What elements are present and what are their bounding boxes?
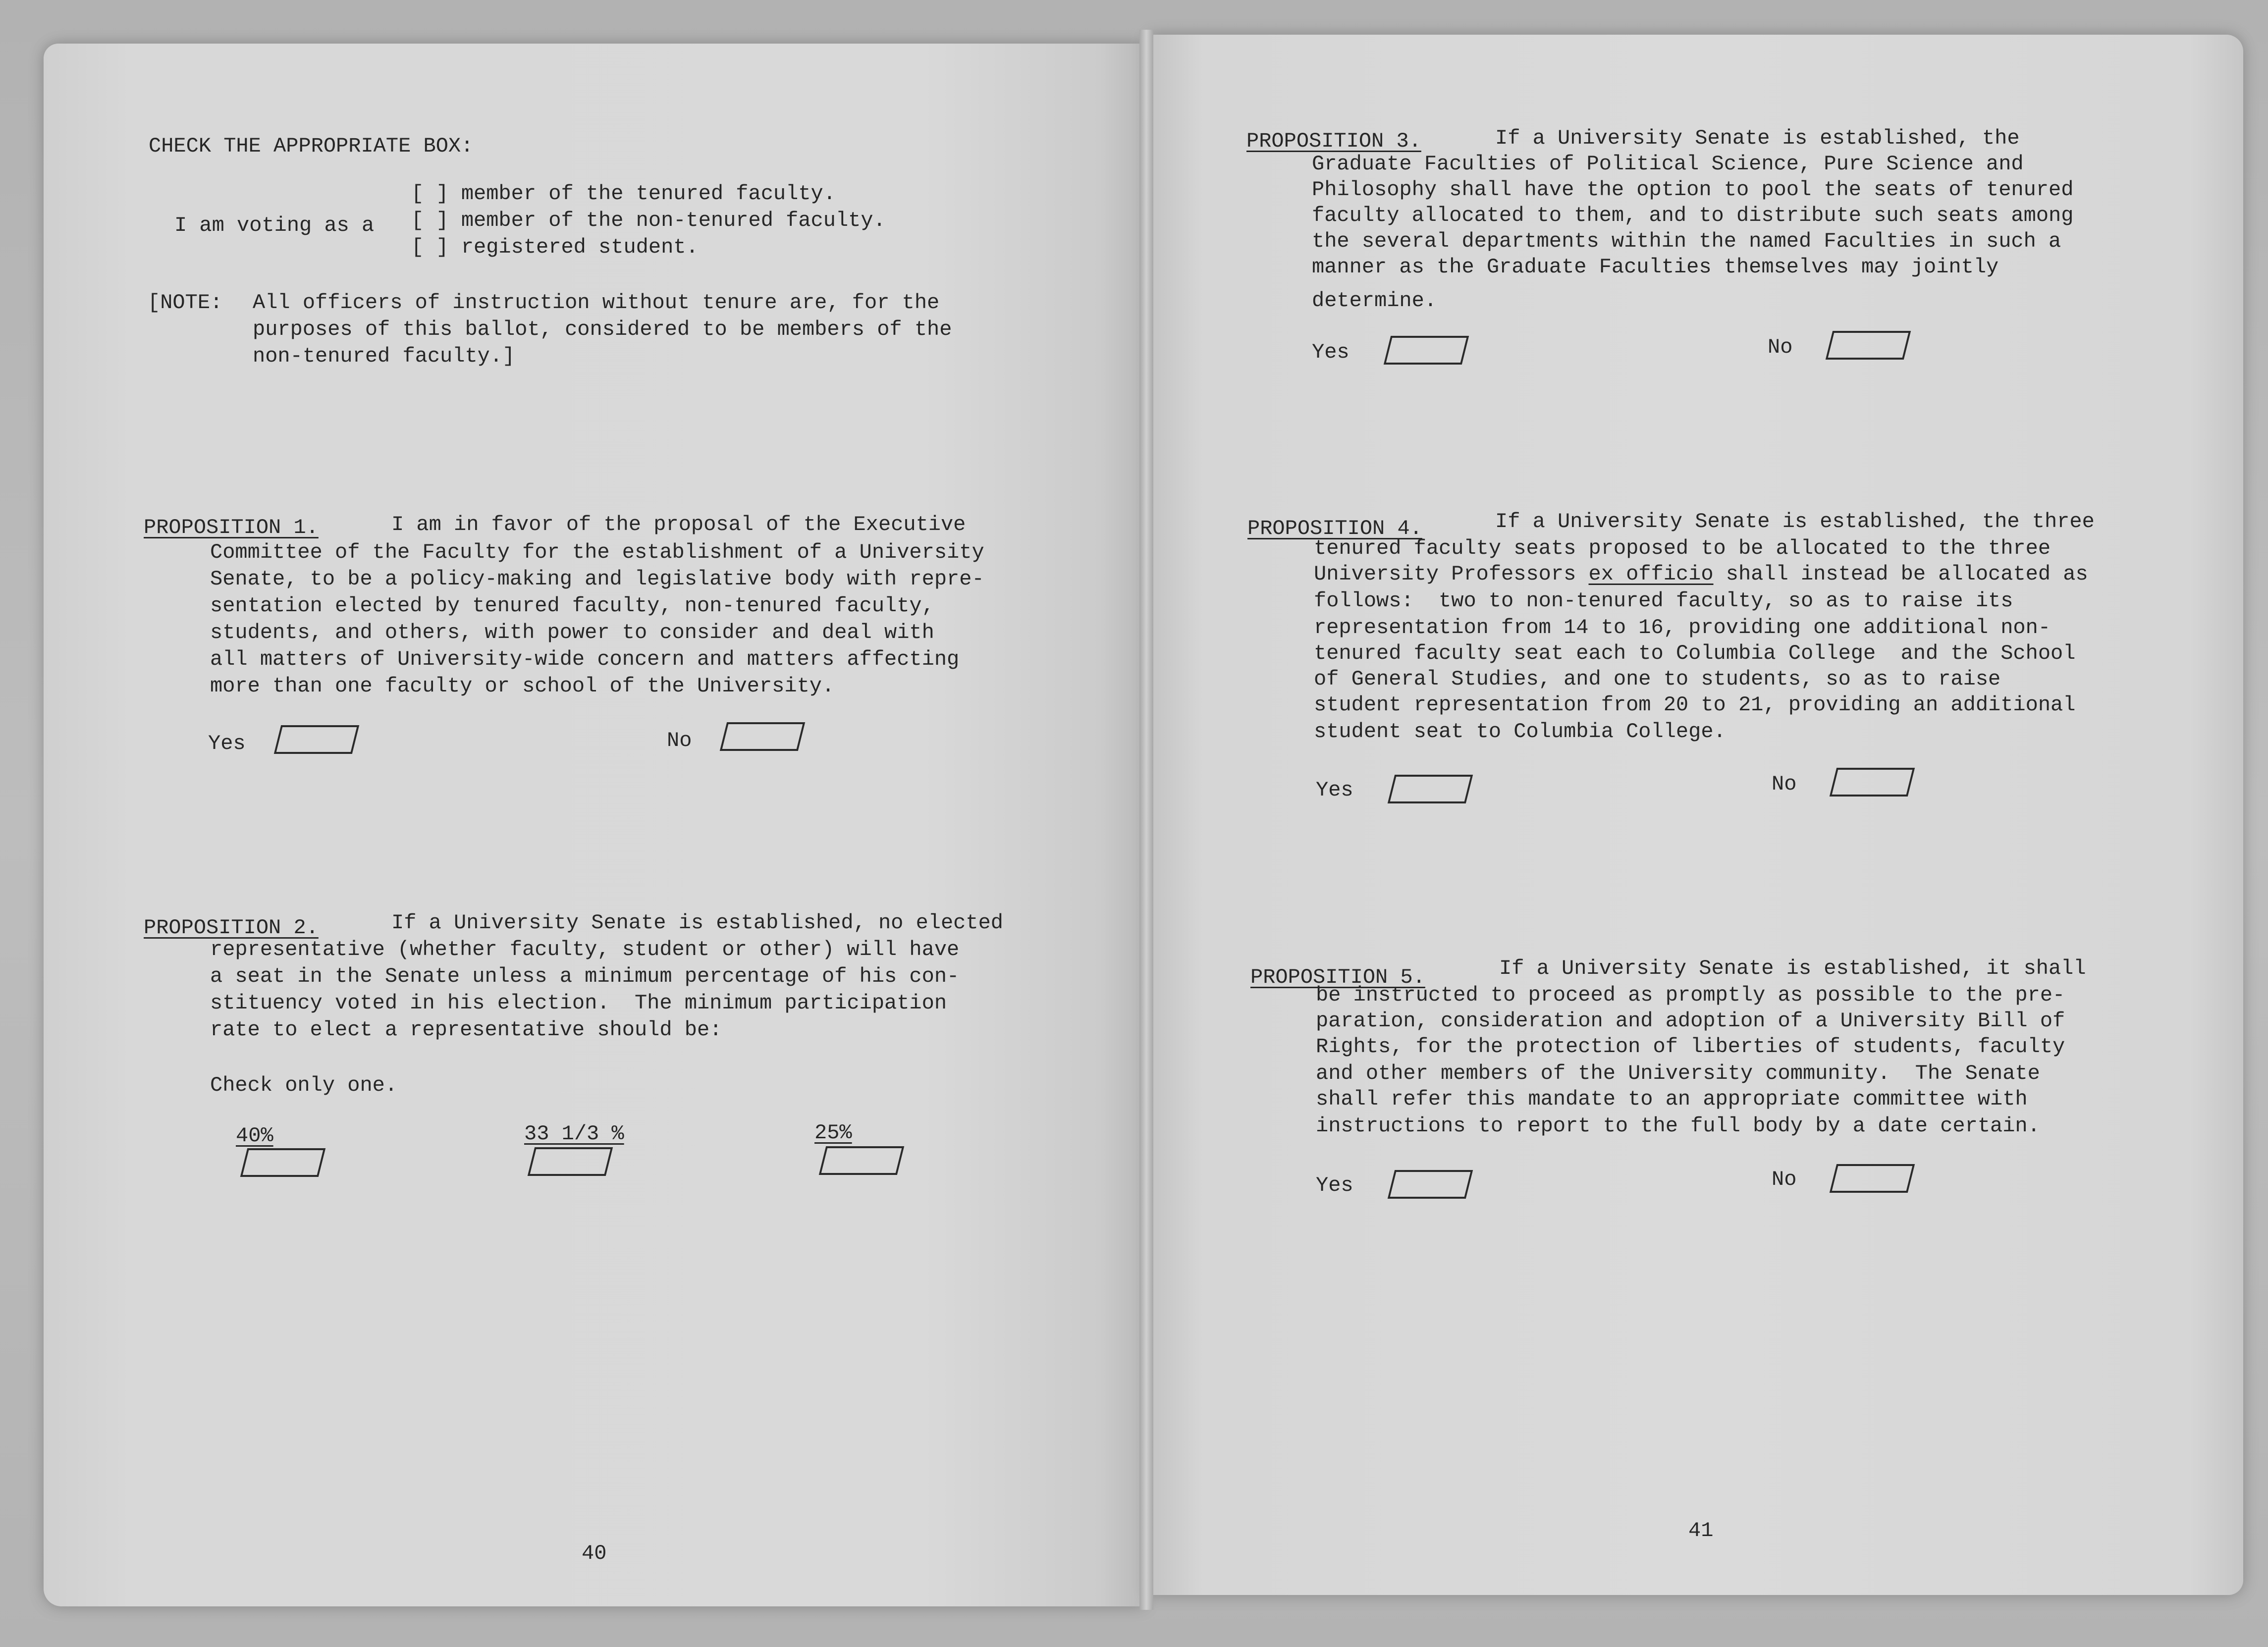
prop3-line: the several departments within the named Faculties in such a <box>1312 229 2061 253</box>
left-page <box>44 44 1144 1606</box>
page-number-right: 41 <box>1688 1519 1714 1542</box>
prop1-yes-label: Yes <box>208 732 246 755</box>
prop4-line: representation from 14 to 16, providing one additional non- <box>1314 616 2051 639</box>
book-gutter <box>1139 30 1153 1610</box>
prop3-line: faculty allocated to them, and to distribute such seats among <box>1312 204 2074 227</box>
prop3-no-box[interactable] <box>1826 331 1911 360</box>
prop4-no-box[interactable] <box>1830 768 1915 797</box>
prop5-first-line: If a University Senate is established, it shall <box>1499 956 2086 980</box>
prop1-no-box[interactable] <box>720 722 805 751</box>
prop3-line: Graduate Faculties of Political Science, Pure Science and <box>1312 152 2024 176</box>
prop3-line: determine. <box>1312 289 1437 313</box>
option-25-label: 25% <box>814 1121 852 1145</box>
prop4-line: student seat to Columbia College. <box>1314 720 1726 744</box>
prop5-line: shall refer this mandate to an appropriate committee with <box>1316 1087 2028 1111</box>
prop4-yes-label: Yes <box>1316 778 1353 802</box>
note-label: [NOTE: <box>148 291 223 315</box>
prop4-line: follows: two to non-tenured faculty, so as to raise its <box>1314 589 2013 613</box>
prop4-line-ex-officio: University Professors ex officio shall instead be allocated as <box>1314 562 2088 586</box>
prop5-line: and other members of the University community. The Senate <box>1316 1062 2040 1085</box>
prop1-line: more than one faculty or school of the University. <box>210 674 835 698</box>
prop4-no-label: No <box>1772 772 1797 796</box>
option-40-label: 40% <box>236 1124 273 1148</box>
prop4-line: tenured faculty seats proposed to be allocated to the three <box>1314 536 2051 560</box>
prop1-first-line: I am in favor of the proposal of the Executive <box>391 513 966 536</box>
page-number-left: 40 <box>582 1541 607 1565</box>
prop5-yes-label: Yes <box>1316 1173 1353 1197</box>
prop1-line: Committee of the Faculty for the establishment of a University <box>210 540 984 564</box>
prop4-yes-box[interactable] <box>1388 775 1473 803</box>
prop5-line: be instructed to proceed as promptly as possible to the pre- <box>1316 983 2065 1007</box>
prop1-line: students, and others, with power to consider and deal with <box>210 621 934 644</box>
prop5-no-label: No <box>1772 1168 1797 1191</box>
note-line: purposes of this ballot, considered to be members of the <box>253 318 952 341</box>
prop3-line: Philosophy shall have the option to pool the seats of tenured <box>1312 178 2074 202</box>
prop2-line: rate to elect a representative should be: <box>210 1018 722 1042</box>
prop3-yes-box[interactable] <box>1384 336 1469 365</box>
prop2-line: representative (whether faculty, student or other) will have <box>210 938 960 961</box>
prop4-line: tenured faculty seat each to Columbia College and the School <box>1314 641 2076 665</box>
prop5-no-box[interactable] <box>1830 1164 1915 1193</box>
option-40-box[interactable] <box>240 1148 325 1177</box>
prop1-line: sentation elected by tenured faculty, non-tenured faculty, <box>210 594 934 618</box>
prop5-line: Rights, for the protection of liberties of students, faculty <box>1316 1035 2065 1059</box>
prop3-first-line: If a University Senate is established, the <box>1495 126 2020 150</box>
prop2-line: a seat in the Senate unless a minimum percentage of his con- <box>210 964 960 988</box>
ex-officio-emphasis: ex officio <box>1588 562 1714 586</box>
prop5-line: instructions to report to the full body by a date certain. <box>1316 1114 2040 1138</box>
note-line: non-tenured faculty.] <box>253 344 515 368</box>
prop4-line: of General Studies, and one to students, so as to raise <box>1314 667 2001 691</box>
prop1-no-label: No <box>667 729 692 752</box>
note-line: All officers of instruction without tenure are, for the <box>253 291 940 315</box>
option-33-label: 33 1/3 % <box>524 1122 624 1146</box>
prop3-no-label: No <box>1768 335 1793 359</box>
voting-label: I am voting as a <box>174 213 375 237</box>
prop2-line: stituency voted in his election. The minimum participation <box>210 991 947 1015</box>
prop3-heading: PROPOSITION 3. <box>1246 129 1421 153</box>
voter-option-tenured[interactable]: [ ] member of the tenured faculty. <box>411 182 836 206</box>
prop2-heading: PROPOSITION 2. <box>144 916 319 940</box>
prop2-first-line: If a University Senate is established, no elected <box>391 911 1004 935</box>
option-33-box[interactable] <box>528 1147 613 1176</box>
prop5-yes-box[interactable] <box>1388 1170 1473 1199</box>
prop3-line: manner as the Graduate Faculties themselves may jointly <box>1312 255 1999 279</box>
voter-option-student[interactable]: [ ] registered student. <box>411 235 699 259</box>
prop1-yes-box[interactable] <box>274 725 359 754</box>
check-box-title: CHECK THE APPROPRIATE BOX: <box>149 134 474 158</box>
prop1-line: all matters of University-wide concern and matters affecting <box>210 647 960 671</box>
prop4-heading: PROPOSITION 4. <box>1247 517 1422 540</box>
check-only-one: Check only one. <box>210 1073 398 1097</box>
prop1-heading: PROPOSITION 1. <box>144 516 319 539</box>
prop5-heading: PROPOSITION 5. <box>1250 965 1425 989</box>
prop1-line: Senate, to be a policy-making and legislative body with repre- <box>210 567 984 591</box>
option-25-box[interactable] <box>819 1146 904 1175</box>
prop3-yes-label: Yes <box>1312 340 1350 364</box>
prop4-line: student representation from 20 to 21, providing an additional <box>1314 693 2076 717</box>
prop4-first-line: If a University Senate is established, the three <box>1495 510 2095 533</box>
prop5-line: paration, consideration and adoption of a University Bill of <box>1316 1009 2065 1033</box>
voter-option-non-tenured[interactable]: [ ] member of the non-tenured faculty. <box>411 209 886 232</box>
